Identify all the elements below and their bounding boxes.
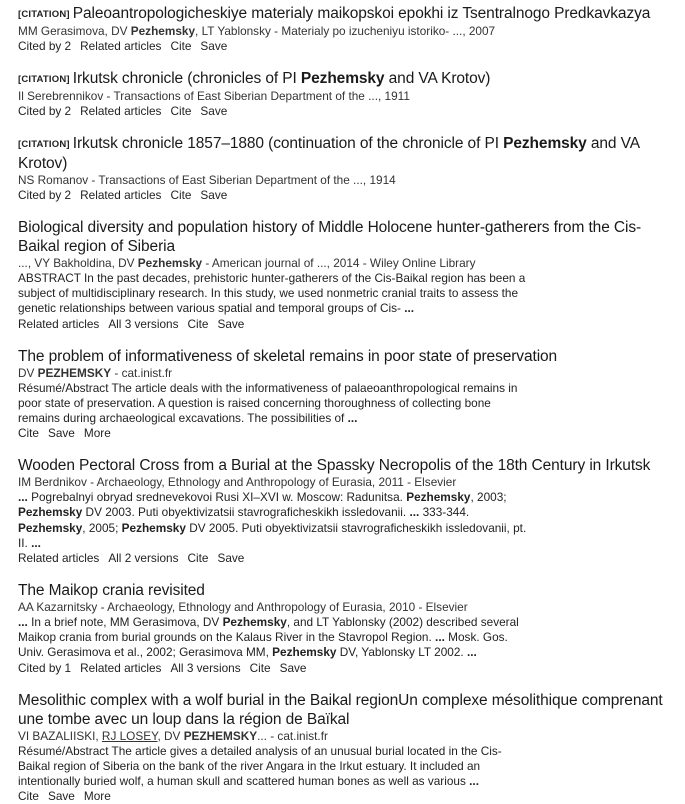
highlight-term: ... — [18, 615, 28, 630]
search-result — [18, 69, 678, 119]
highlight-term: Pezhemsky — [503, 135, 587, 152]
save-link[interactable]: Save — [47, 426, 75, 441]
search-result — [18, 134, 678, 203]
result-title[interactable] — [18, 348, 557, 365]
highlight-term: PEZHEMSKY — [37, 365, 112, 380]
text-run: Paleoantropologicheskiye materialy maikopskoi epokhi iz Tsentralnogo Predkavkazya — [72, 5, 651, 22]
result-links — [18, 104, 678, 119]
highlight-term: ... — [347, 411, 358, 426]
result-meta — [18, 256, 678, 271]
text-run: Irkutsk chronicle 1857–1880 (continuation of the chronicle of PI — [72, 135, 504, 152]
cited-by-1-link[interactable]: Cited by 1 — [18, 660, 72, 675]
save-link[interactable]: Save — [200, 188, 228, 202]
text-run: , and LT Yablonsky (2002) described several Maikop crania from burial grounds on the Kalaus River in the Stavropol Region. — [18, 615, 519, 645]
text-run: Résumé/Abstract The article deals with the informativeness of palaeoanthropological remains in poor state of preservation. A question is raised concerning thoroughness of collecting bone remains during archaeological excavations. The possibilities of — [18, 380, 518, 426]
result-title-line — [18, 347, 678, 366]
all-3-versions-link[interactable]: All 3 versions — [108, 316, 179, 331]
text-run: Mesolithic complex with a wolf burial in the Baikal regionUn complexe mésolithique comprenant une tombe avec un loup dans la région de Baïkal — [18, 691, 663, 728]
all-3-versions-link[interactable]: All 3 versions — [170, 660, 241, 675]
result-meta — [18, 729, 678, 744]
result-snippet — [18, 490, 528, 551]
more-link[interactable]: More — [83, 789, 111, 804]
cited-by-2-link[interactable]: Cited by 2 — [18, 188, 72, 202]
result-snippet — [18, 615, 528, 661]
text-run: DV — [18, 365, 38, 380]
highlight-term: ... — [404, 301, 415, 316]
highlight-term: Pezhemsky — [137, 256, 203, 270]
author-link[interactable]: RJ LOSEY — [101, 728, 158, 743]
text-run: , LT Yablonsky - Materialy po izucheniyu istoriko- ..., 2007 — [195, 24, 496, 38]
result-title-line — [18, 218, 678, 256]
result-meta — [18, 89, 678, 104]
highlight-term: ... — [469, 774, 479, 789]
highlight-term: ... — [409, 505, 420, 520]
save-link[interactable]: Save — [200, 104, 228, 118]
cite-link[interactable]: Cite — [170, 104, 192, 118]
search-result — [18, 691, 678, 804]
result-snippet — [18, 744, 528, 790]
text-run: IM Berdnikov - Archaeology, Ethnology and Anthropology of Eurasia, 2011 - Elsevier — [18, 475, 457, 490]
text-run: MM Gerasimova, DV — [18, 24, 131, 38]
text-run: , 2005; — [82, 520, 122, 535]
text-run: ... - cat.inist.fr — [257, 728, 328, 743]
related-articles-link[interactable]: Related articles — [80, 660, 162, 675]
text-run: DV 2005. Puti obyektivizatsii stavrograficheskikh issledovanii, pt. II. — [18, 520, 527, 550]
result-links — [18, 551, 678, 566]
text-run: Il Serebrennikov - Transactions of East Siberian Department of the ..., 1911 — [18, 89, 410, 103]
text-run: The problem of informativeness of skeletal remains in poor state of preservation — [18, 347, 558, 365]
search-result — [18, 581, 678, 676]
result-title[interactable] — [73, 70, 491, 87]
text-run: , 2003; — [470, 490, 507, 505]
citation-tag: [CITATION] — [18, 9, 70, 20]
highlight-term: Pezhemsky — [272, 645, 337, 660]
search-result — [18, 218, 678, 332]
result-meta — [18, 475, 678, 490]
result-title[interactable] — [18, 219, 641, 255]
result-title-line — [18, 134, 678, 173]
result-snippet — [18, 381, 528, 427]
result-links — [18, 317, 678, 332]
cited-by-2-link[interactable]: Cited by 2 — [18, 39, 72, 53]
text-run: and VA Krotov) — [384, 70, 491, 87]
text-run: , DV — [157, 728, 184, 743]
result-title[interactable] — [73, 5, 651, 22]
related-articles-link[interactable]: Related articles — [80, 104, 162, 118]
result-title-line — [18, 691, 678, 729]
cite-link[interactable]: Cite — [18, 789, 39, 804]
cite-link[interactable]: Cite — [187, 316, 209, 331]
related-articles-link[interactable]: Related articles — [18, 316, 100, 331]
result-meta — [18, 173, 678, 188]
result-title-line — [18, 69, 678, 89]
related-articles-link[interactable]: Related articles — [80, 188, 162, 202]
cite-link[interactable]: Cite — [249, 660, 271, 675]
text-run: Résumé/Abstract The article gives a detailed analysis of an unusual burial located in the Cis-Baikal region of Siberia on the bank of the river Angara in the Irkut estuary. It included an intentionally buried wolf, a human skull and scattered human bones as well as various — [18, 743, 502, 789]
text-run: Irkutsk chronicle (chronicles of PI — [72, 70, 301, 87]
result-links — [18, 661, 678, 676]
highlight-term: ... — [18, 490, 28, 505]
text-run: AA Kazarnitsky - Archaeology, Ethnology and Anthropology of Eurasia, 2010 - Elsevier — [18, 600, 468, 615]
highlight-term: Pezhemsky — [18, 520, 83, 535]
text-run: DV, Yablonsky LT 2002. — [336, 645, 467, 660]
save-link[interactable]: Save — [47, 789, 75, 804]
text-run: Mosk. Gos. Univ. Gerasimova et al., 2002; Gerasimova MM, — [18, 630, 508, 660]
result-links — [18, 789, 678, 804]
text-run: - cat.inist.fr — [111, 365, 173, 380]
result-meta — [18, 24, 678, 39]
result-links — [18, 39, 678, 54]
related-articles-link[interactable]: Related articles — [80, 39, 162, 53]
highlight-term: Pezhemsky — [121, 520, 186, 535]
text-run: ABSTRACT In the past decades, prehistoric hunter-gatherers of the Cis-Baikal region has been a subject of multidisciplinary research. In this study, we used nonmetric cranial traits to assess the genetic relationships between various spatial and temporal groups of Cis- — [18, 271, 526, 316]
search-result — [18, 456, 678, 566]
cite-link[interactable]: Cite — [18, 426, 39, 441]
save-link[interactable]: Save — [279, 660, 307, 675]
result-title[interactable] — [18, 457, 650, 474]
all-2-versions-link[interactable]: All 2 versions — [108, 551, 179, 566]
save-link[interactable]: Save — [217, 551, 245, 566]
related-articles-link[interactable]: Related articles — [18, 551, 100, 566]
text-run: and VA Krotov) — [18, 135, 640, 172]
cite-link[interactable]: Cite — [170, 39, 192, 53]
highlight-term: ... — [31, 535, 41, 550]
text-run: ..., VY Bakholdina, DV — [18, 256, 138, 270]
highlight-term: Pezhemsky — [130, 24, 196, 38]
highlight-term: Pezhemsky — [406, 490, 471, 505]
result-title-line — [18, 456, 678, 475]
text-run: Wooden Pectoral Cross from a Burial at the Spassky Necropolis of the 18th Century in Irkutsk — [18, 457, 651, 475]
text-run: In a brief note, MM Gerasimova, DV — [27, 615, 223, 630]
highlight-term: ... — [435, 630, 445, 645]
highlight-term: Pezhemsky — [18, 505, 83, 520]
result-title-line — [18, 4, 678, 24]
result-meta — [18, 366, 678, 381]
save-link[interactable]: Save — [217, 316, 245, 331]
text-run: DV 2003. Puti obyektivizatsii stavrograficheskikh issledovanii. — [82, 505, 410, 520]
result-title[interactable] — [18, 135, 639, 172]
result-links — [18, 188, 678, 203]
text-run: NS Romanov - Transactions of East Siberian Department of the ..., 1914 — [18, 173, 396, 187]
result-links — [18, 426, 678, 441]
highlight-term: PEZHEMSKY — [183, 728, 258, 743]
text-run: Biological diversity and population history of Middle Holocene hunter-gatherers from the Cis-Baikal region of Siberia — [18, 219, 642, 255]
result-title[interactable] — [18, 692, 663, 728]
result-snippet — [18, 271, 528, 317]
save-link[interactable]: Save — [200, 39, 228, 53]
search-result — [18, 4, 678, 54]
text-run: 333-344. — [419, 505, 470, 520]
text-run: - American journal of ..., 2014 - Wiley Online Library — [202, 256, 476, 270]
highlight-term: ... — [466, 645, 477, 660]
text-run: Pogrebalnyi obryad srednevekovoi Rusi XI–XVI w. Moscow: Radunitsa. — [27, 490, 407, 505]
citation-tag: [CITATION] — [18, 139, 70, 150]
highlight-term: Pezhemsky — [222, 615, 287, 630]
text-run: The Maikop crania revisited — [18, 582, 205, 600]
cite-link[interactable]: Cite — [170, 188, 192, 202]
result-title-line — [18, 581, 678, 600]
citation-tag: [CITATION] — [18, 74, 70, 85]
result-title[interactable] — [18, 582, 205, 599]
text-run: VI BAZALIISKI, — [18, 728, 102, 743]
search-result — [18, 347, 678, 442]
cited-by-2-link[interactable]: Cited by 2 — [18, 104, 72, 118]
cite-link[interactable]: Cite — [187, 551, 209, 566]
result-meta — [18, 600, 678, 615]
highlight-term: Pezhemsky — [300, 70, 385, 87]
more-link[interactable]: More — [83, 426, 111, 441]
